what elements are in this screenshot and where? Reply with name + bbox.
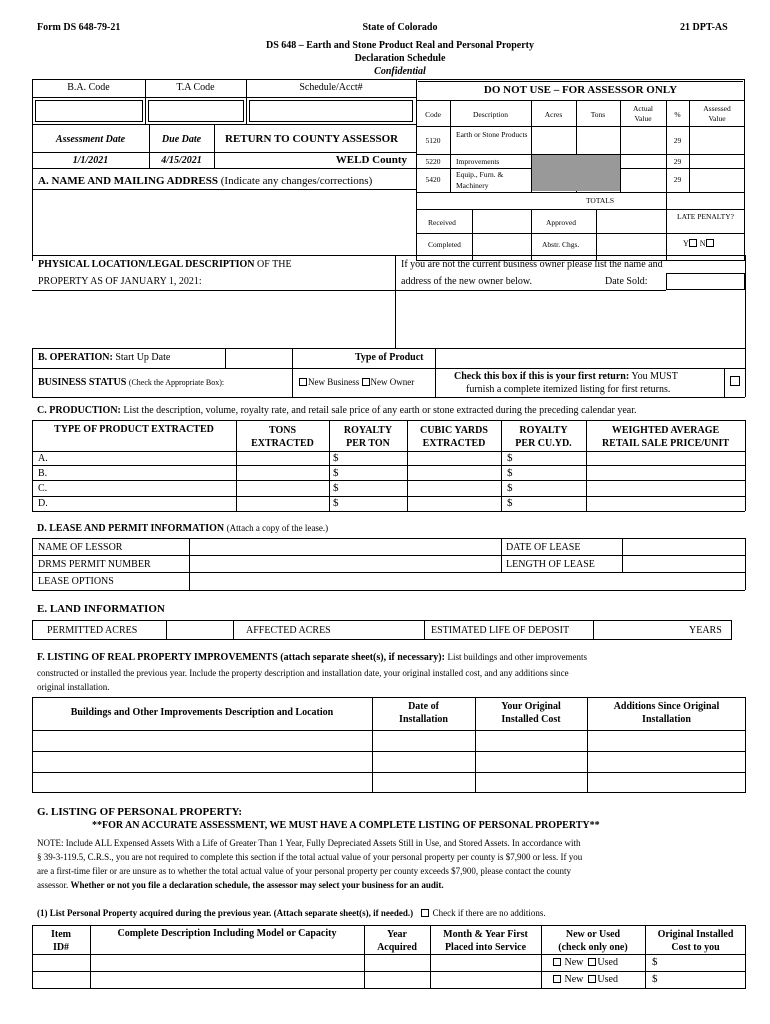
col-percent: %: [674, 110, 681, 119]
new-checkbox[interactable]: [553, 975, 561, 983]
ba-code-field[interactable]: [35, 100, 143, 122]
late-yes-no: Y N: [683, 239, 715, 248]
type-of-product-label: Type of Product: [355, 352, 424, 363]
section-d-title: D. LEASE AND PERMIT INFORMATION (Attach a copy of the lease.): [37, 523, 329, 534]
section-g-title: G. LISTING OF PERSONAL PROPERTY:: [37, 806, 243, 818]
section-g-note-4: assessor. Whether or not you file a declaration schedule, the assessor may select your business for an audit.: [37, 880, 444, 890]
life-of-deposit-label: ESTIMATED LIFE OF DEPOSIT: [431, 625, 570, 636]
assessor-only-title: DO NOT USE – FOR ASSESSOR ONLY: [483, 84, 678, 96]
section-f-title: F. LISTING OF REAL PROPERTY IMPROVEMENTS (attach separate sheet(s), if necessary): List buildings and other improvements: [37, 652, 587, 663]
used-checkbox[interactable]: [588, 975, 596, 983]
totals-label: TOTALS: [585, 196, 614, 205]
confidential-label: Confidential: [374, 66, 426, 77]
type-of-product-field[interactable]: [437, 350, 743, 366]
used-checkbox[interactable]: [588, 958, 596, 966]
section-a-title: A. NAME AND MAILING ADDRESS (Indicate any changes/corrections): [38, 175, 373, 187]
schedule-field[interactable]: [249, 100, 413, 122]
new-owner-note-2: address of the new owner below.: [401, 276, 532, 287]
form-number: Form DS 648-79-21: [37, 22, 121, 33]
section-g-note-3: are a first-time filer or are unsure as to whether the total actual value of your personal property per county exceeds $7,900, please contact the county: [37, 866, 572, 876]
operation-label: B. OPERATION: Start Up Date: [38, 352, 171, 363]
form-title: DS 648 – Earth and Stone Product Real and Personal Property: [266, 40, 534, 51]
permitted-acres-field[interactable]: [168, 622, 231, 638]
schedule-label: Schedule/Acct#: [299, 82, 363, 93]
due-date-label: Due Date: [161, 134, 202, 145]
late-yes-checkbox[interactable]: [689, 239, 697, 247]
new-owner-note: If you are not the current business owner please list the name and: [401, 259, 663, 270]
production-row-a: A.: [38, 453, 48, 464]
due-date-value: 4/15/2021: [161, 155, 202, 166]
life-of-deposit-field[interactable]: [595, 622, 685, 638]
return-to-assessor: RETURN TO COUNTY ASSESSOR: [225, 133, 399, 145]
physical-location-field[interactable]: [35, 292, 392, 346]
row-code: 5220: [425, 157, 441, 166]
abstr-label: Abstr. Chgs.: [542, 240, 580, 249]
start-up-date-field[interactable]: [227, 350, 290, 366]
late-no-checkbox[interactable]: [706, 239, 714, 247]
row-desc: Improvements: [456, 157, 500, 166]
years-label: YEARS: [689, 625, 722, 636]
name-of-lessor-label: NAME OF LESSOR: [38, 542, 123, 553]
new-used-row-2: New Used: [553, 974, 618, 985]
form-subtitle: Declaration Schedule: [354, 53, 446, 64]
col-actual-value: Actual Value: [633, 104, 653, 123]
state-title: State of Colorado: [362, 22, 438, 33]
row-desc: Equip., Furn. & Machinery: [456, 170, 504, 190]
production-row-d: D.: [38, 498, 48, 509]
section-e-title: E. LAND INFORMATION: [37, 603, 165, 615]
permitted-acres-label: PERMITTED ACRES: [47, 625, 138, 636]
affected-acres-label: AFFECTED ACRES: [246, 625, 331, 636]
new-business-checkbox[interactable]: [299, 378, 307, 386]
ta-code-label: T.A Code: [176, 82, 215, 93]
drms-field[interactable]: [191, 557, 499, 571]
row-pct: 29: [673, 136, 682, 145]
row-pct: 29: [673, 157, 682, 166]
section-c-title: C. PRODUCTION: List the description, volume, royalty rate, and retail sale price of any earth or stone extracted during the preceding calendar year.: [37, 405, 637, 416]
date-sold-field[interactable]: [666, 273, 745, 290]
new-used-row-1: New Used: [553, 957, 618, 968]
new-checkbox[interactable]: [553, 958, 561, 966]
physical-location-date: PROPERTY AS OF JANUARY 1, 2021:: [38, 276, 202, 287]
row-pct: 29: [673, 175, 682, 184]
lease-options-label: LEASE OPTIONS: [38, 576, 114, 587]
row-code: 5420: [425, 175, 441, 184]
section-g-subtitle: **FOR AN ACCURATE ASSESSMENT, WE MUST HAVE A COMPLETE LISTING OF PERSONAL PROPERTY**: [92, 820, 600, 831]
name-address-field[interactable]: [35, 192, 413, 256]
received-label: Received: [428, 218, 456, 227]
length-of-lease-field[interactable]: [624, 557, 743, 571]
new-owner-checkbox[interactable]: [362, 378, 370, 386]
col-type-product: TYPE OF PRODUCT EXTRACTED: [54, 424, 214, 435]
col-acres: Acres: [544, 110, 563, 119]
row-desc: Earth or Stone Products: [456, 130, 528, 139]
section-g-note-2: § 39-3-119.5, C.R.S., you are not required to complete this section if the total actual value of your personal property per county is $7,900 or less. If you: [37, 852, 583, 862]
affected-acres-field[interactable]: [350, 622, 422, 638]
col-description: Description: [473, 110, 508, 119]
production-row-c: C.: [38, 483, 48, 494]
personal-property-list: (1) List Personal Property acquired during the previous year. (Attach separate sheet(s), if needed.) Check if there are no additions.: [37, 908, 546, 918]
col-description: Complete Description Including Model or Capacity: [117, 928, 337, 939]
drms-permit-label: DRMS PERMIT NUMBER: [38, 559, 151, 570]
approved-label: Approved: [546, 218, 576, 227]
date-of-lease-field[interactable]: [624, 540, 743, 554]
completed-label: Completed: [428, 240, 461, 249]
first-return-note: Check this box if this is your first return: You MUST: [454, 371, 678, 382]
date-sold-label: Date Sold:: [605, 276, 648, 287]
first-return-checkbox[interactable]: [730, 376, 740, 386]
col-buildings: Buildings and Other Improvements Description and Location: [70, 707, 334, 718]
col-code: Code: [425, 110, 441, 119]
length-of-lease-label: LENGTH OF LEASE: [506, 559, 595, 570]
lessor-field[interactable]: [191, 540, 499, 554]
form-code: 21 DPT-AS: [680, 22, 728, 33]
physical-location-title: PHYSICAL LOCATION/LEGAL DESCRIPTION OF THE: [38, 259, 292, 270]
business-status: BUSINESS STATUS (Check the Appropriate Box):: [38, 377, 225, 388]
production-row-b: B.: [38, 468, 48, 479]
col-tons: Tons: [590, 110, 606, 119]
ba-code-label: B.A. Code: [67, 82, 110, 93]
section-f-desc: constructed or installed the previous year. Include the property description and installation date, your original installed cost, and any additions since: [37, 668, 569, 678]
row-code: 5120: [425, 136, 441, 145]
section-g-note: NOTE: Include ALL Expensed Assets With a Life of Greater Than 1 Year, Fully Depreciated Assets Still in Use, and Stored Assets. In accordance with: [37, 838, 581, 848]
no-additions-checkbox[interactable]: [421, 909, 429, 917]
ta-code-field[interactable]: [148, 100, 244, 122]
business-status-options: New Business New Owner: [299, 377, 414, 387]
assessment-date-value: 1/1/2021: [72, 155, 109, 166]
late-penalty-label: LATE PENALTY?: [676, 212, 734, 221]
col-assessed-value: Assessed Value: [703, 104, 731, 123]
section-f-desc-2: original installation.: [37, 682, 110, 692]
lease-options-field[interactable]: [191, 574, 743, 589]
county-name: WELD County: [335, 154, 407, 166]
date-of-lease-label: DATE OF LEASE: [506, 542, 581, 553]
first-return-note-2: furnish a complete itemized listing for first returns.: [466, 384, 671, 395]
new-owner-field[interactable]: [398, 292, 742, 346]
assessment-date-label: Assessment Date: [55, 134, 126, 145]
